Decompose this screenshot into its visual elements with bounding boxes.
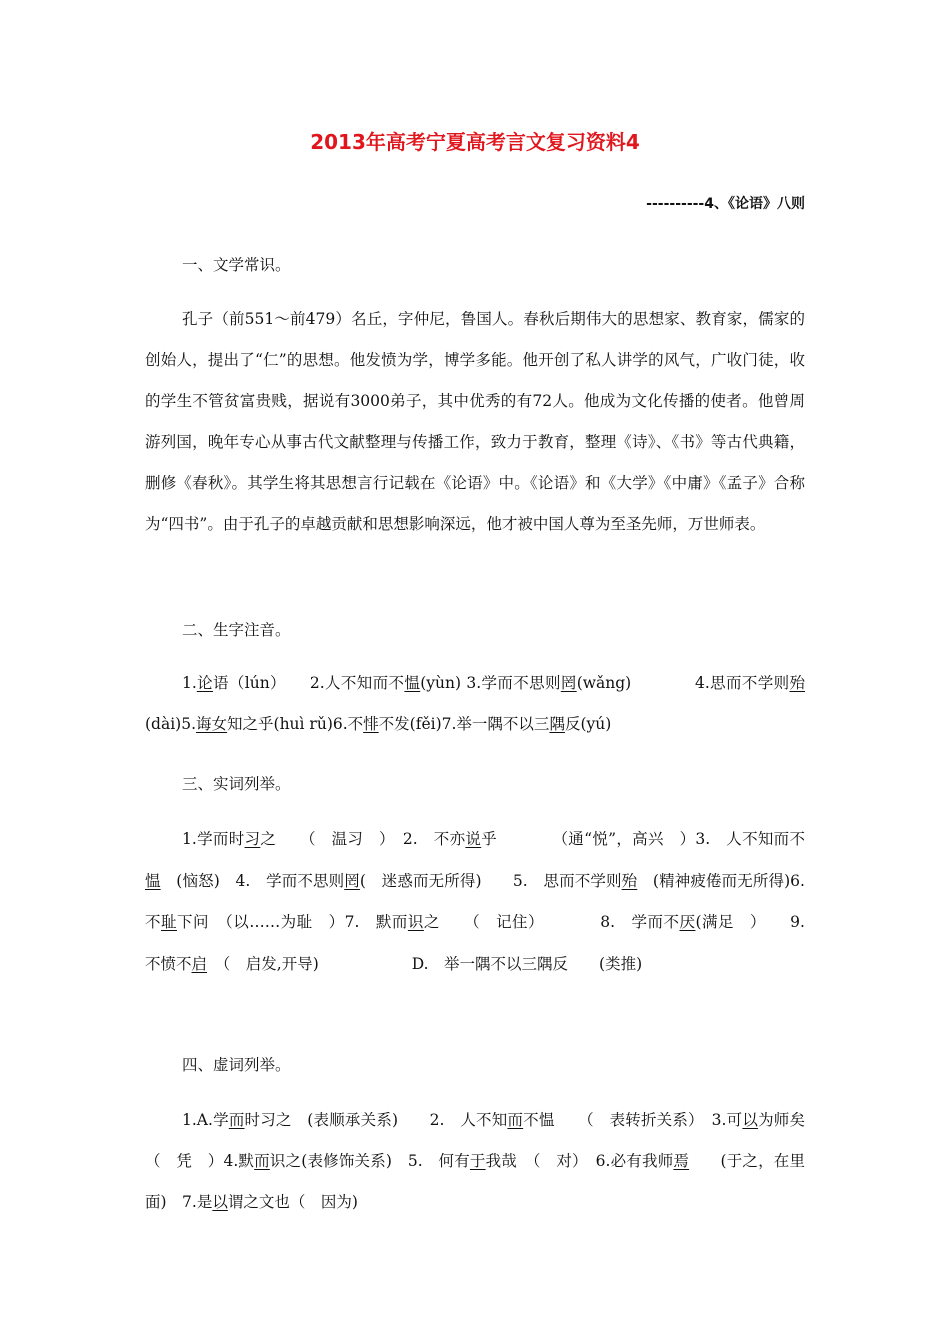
paragraph-literature: 孔子（前551～前479）名丘，字仲尼，鲁国人。春秋后期伟大的思想家、教育家，儒家的创始人，提出了“仁”的思想。他发愤为学，博学多能。他开创了私人讲学的风气，广收门徒，收的学生不管贫富贵贱，据说有3000弟子，其中优秀的有72人。他成为文化传播的使者。他曾周游列国，晚年专心从事古代文献整理与传播工作，致力于教育，整理《诗》、《书》等古代典籍，删修《春秋》。其学生将其思想言行记载在《论语》中。《论语》和《大学》《中庸》《孟子》合称为“四书”。由于孔子的卓越贡献和思想影响深远，他才被中国人尊为至圣先师，万世师表。 [145, 310, 805, 533]
section-heading-content-words: 三、实词列举。 [182, 775, 291, 793]
document-title: 2013年高考宁夏高考言文复习资料4 [310, 130, 640, 154]
document-subtitle: ----------4、《论语》八则 [646, 196, 805, 212]
paragraph-content-words: 1.学而时习之 （ 温习 ） 2. 不亦说乎 （通“悦”，高兴 ）3. 人不知而不愠 (恼怒) 4. 学而不思则罔( 迷惑而无所得) 5. 思而不学则殆 (精神疲倦而无所得)6. 不耻下问 （以……为耻 ）7. 默而识之 （ 记住） 8. 学而不厌(满足 ） 9. 不愤不启 （ 启发,开导) D. 举一隅不以三隅反 (类推) [145, 830, 821, 973]
section-heading-pronunciation: 二、生字注音。 [182, 621, 291, 639]
section-heading-literature: 一、文学常识。 [182, 256, 291, 274]
paragraph-pronunciation: 1.论语（lún） 2.人不知而不愠(yùn) 3.学而不思则罔(wǎng) 4.思而不学则殆(dài)5.诲女知之乎(huì rǔ)6.不悱不发(fěi)7.举一隅不以三隅反(yú) [145, 674, 805, 733]
paragraph-function-words: 1.A.学而时习之 (表顺承关系) 2. 人不知而不愠 （ 表转折关系） 3.可以为师矣 （ 凭 ）4.默而识之(表修饰关系) 5. 何有于我哉 （ 对） 6.必有我师焉 (于之，在里面) 7.是以谓之文也（ 因为) [145, 1111, 821, 1211]
section-heading-function-words: 四、虚词列举。 [182, 1056, 291, 1074]
